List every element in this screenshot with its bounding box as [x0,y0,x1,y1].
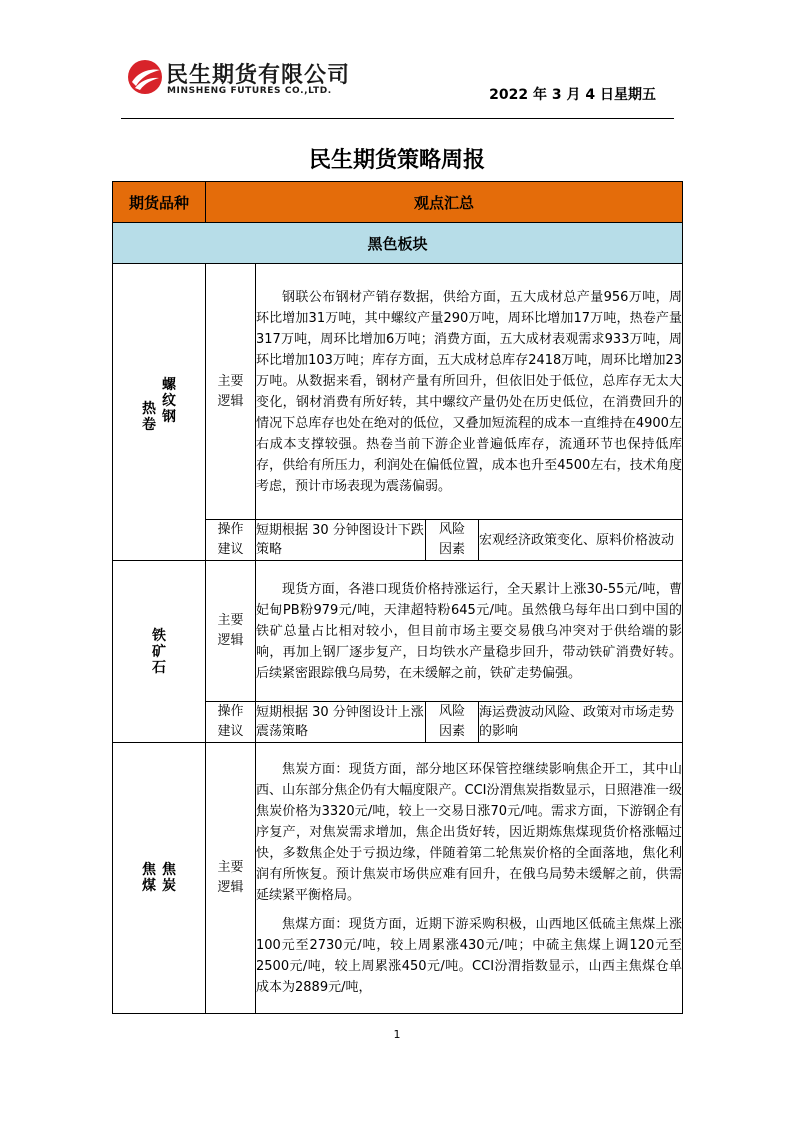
page-title: 民生期货策略周报 [308,148,485,173]
section-row [113,223,683,264]
section-title: 黑色板块 [113,223,683,264]
strategy-table [112,181,683,1014]
label-risk: 风险 因素 [426,520,479,561]
variety-name-primary: 铁 矿 石 [152,627,166,676]
logic-paragraph: 焦煤方面：现货方面，近期下游采购积极，山西地区低硫主焦煤上涨100元至2730元/吨，较上周累涨430元/吨；中硫主焦煤上调120元至2500元/吨，较上周累涨450元/吨。CCI汾渭指数显示，山西主焦煤仓单成本为2889元/吨， [256,916,683,995]
minsheng-logo-icon [126,58,164,96]
report-date: 2022 年 3 月 4 日星期五 [489,87,656,103]
risk-text: 宏观经济政策变化、原料价格波动 [479,520,683,561]
table-row [113,561,683,702]
header-variety: 期货品种 [113,182,206,223]
variety-name-secondary: 焦 煤 [142,862,156,894]
header-summary: 观点汇总 [206,182,683,223]
advice-text: 短期根据 30 分钟图设计下跌策略 [256,520,426,561]
variety-name-primary: 螺 纹 钢 [162,377,176,425]
company-name-en: MINSHENG FUTURES CO.,LTD. [167,86,332,96]
company-logo [126,58,366,100]
variety-name-secondary: 热 卷 [142,401,156,433]
variety-name-primary: 焦 炭 [162,862,176,894]
logic-text [256,743,683,1014]
label-risk: 风险 因素 [426,702,479,743]
advice-text: 短期根据 30 分钟图设计上涨震荡策略 [256,702,426,743]
header-divider [121,118,674,119]
table-row [113,264,683,520]
logic-paragraph: 钢联公布钢材产销存数据，供给方面，五大成材总产量956万吨，周环比增加31万吨，其中螺纹产量290万吨，周环比增加17万吨，热卷产量317万吨，周环比增加6万吨；消费方面，五大成材表观需求933万吨，周环比增加103万吨；库存方面，五大成材总库存2418万吨，周环比增加23万吨。从数据来看，钢材产量有所回升，但依旧处于低位，总库存无太大变化，钢材消费有所好转，其中螺纹产量仍处在历史低位，在消费回升的情况下总库存也处在绝对的低位，又叠加短流程的成本一直维持在4900左右成本支撑较强。热卷当前下游企业普遍低库存，流通环节也保持低库存，供给有所压力，利润处在偏低位置，成本也升至4500左右，技术角度考虑，预计市场表现为震荡偏弱。 [256,289,683,494]
logic-text [256,264,683,520]
variety-cell [113,264,206,561]
logic-paragraph: 焦炭方面：现货方面，部分地区环保管控继续影响焦企开工，其中山西、山东部分焦企仍有大幅度限产。CCI汾渭焦炭指数显示，日照港准一级焦炭价格为3320元/吨，较上一交易日涨70元/吨。需求方面，下游钢企有序复产，对焦炭需求增加，焦企出货好转，因近期炼焦煤现货价格涨幅过快，多数焦企处于亏损边缘，伴随着第二轮焦炭价格的全面落地，焦化利润有所恢复。预计焦炭市场供应难有回升，在俄乌局势未缓解之前，供需延续紧平衡格局。 [256,761,683,903]
label-logic: 主要 逻辑 [206,561,256,702]
variety-cell [113,743,206,1014]
label-advice: 操作 建议 [206,702,256,743]
label-logic: 主要 逻辑 [206,743,256,1014]
logic-paragraph: 现货方面，各港口现货价格持涨运行，全天累计上涨30-55元/吨，曹妃甸PB粉979元/吨，天津超特粉645元/吨。虽然俄乌每年出口到中国的铁矿总量占比相对较小，但目前市场主要交易俄乌冲突对于供给端的影响，再加上钢厂逐步复产，日均铁水产量稳步回升，带动铁矿消费好转。后续紧密跟踪俄乌局势，在未缓解之前，铁矿走势偏强。 [256,581,683,681]
label-advice: 操作 建议 [206,520,256,561]
company-name-cn: 民生期货有限公司 [166,63,351,88]
page-number: 1 [393,1028,401,1041]
table-row [113,743,683,1014]
logic-text [256,561,683,702]
table-header-row [113,182,683,223]
label-logic: 主要 逻辑 [206,264,256,520]
risk-text: 海运费波动风险、政策对市场走势的影响 [479,702,683,743]
variety-cell [113,561,206,743]
